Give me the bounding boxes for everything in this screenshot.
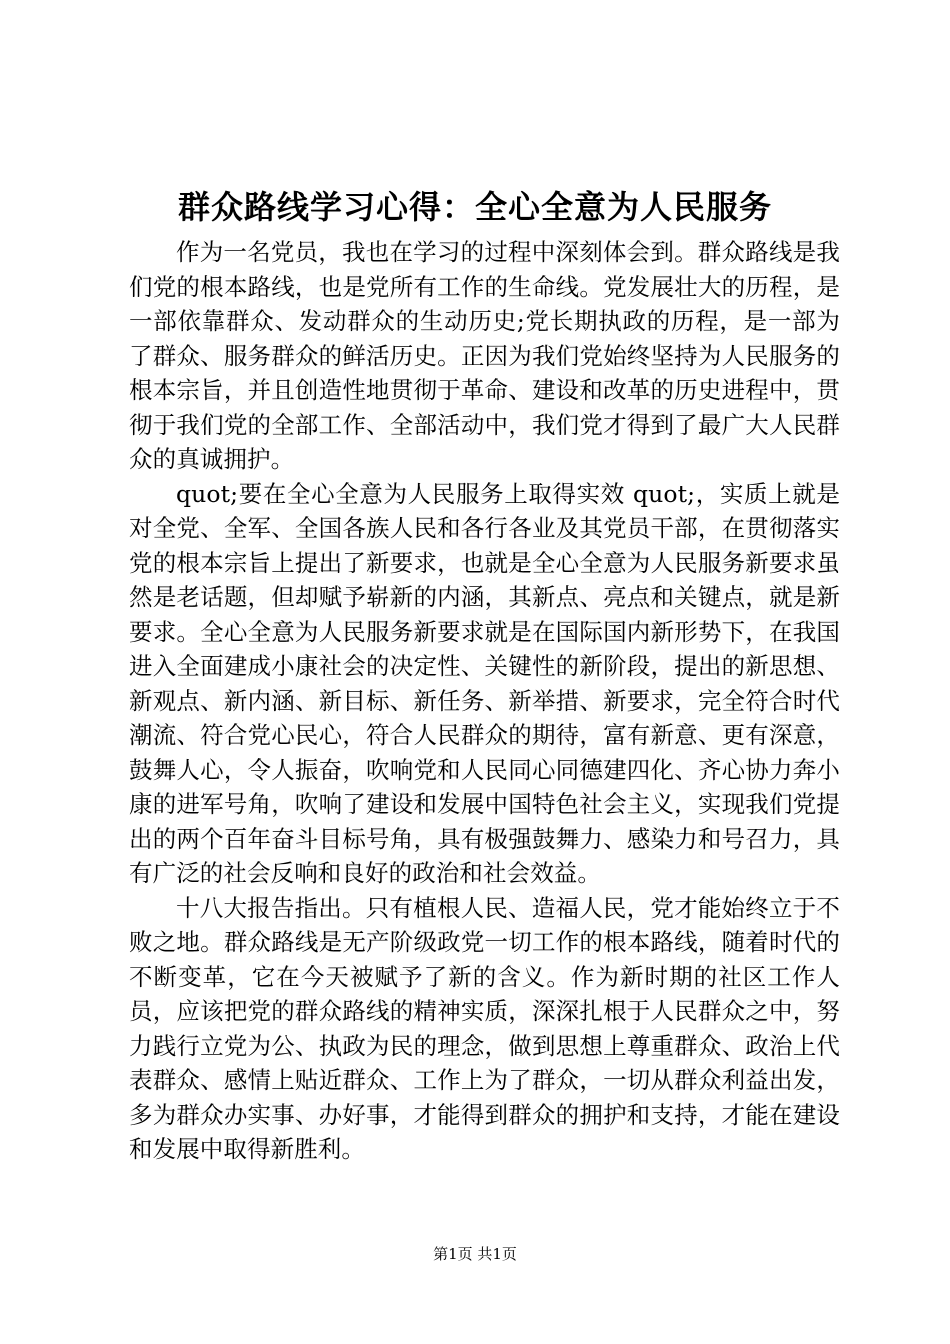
paragraph-1: 作为一名党员，我也在学习的过程中深刻体会到。群众路线是我们党的根本路线，也是党所有工作的生命线。党发展壮大的历程，是一部依靠群众、发动群众的生动历史;党长期执政的历程，是一部为了群众、服务群众的鲜活历史。正因为我们党始终坚持为人民服务的根本宗旨，并且创造性地贯彻于革命、建设和改革的历史进程中，贯彻于我们党的全部工作、全部活动中，我们党才得到了最广大人民群众的真诚拥护。 <box>129 238 840 473</box>
paragraph-3: 十八大报告指出。只有植根人民、造福人民，党才能始终立于不败之地。群众路线是无产阶级政党一切工作的根本路线，随着时代的不断变革，它在今天被赋予了新的含义。作为新时期的社区工作人员，应该把党的群众路线的精神实质，深深扎根于人民群众之中，努力践行立党为公、执政为民的理念，做到思想上尊重群众、政治上代表群众、感情上贴近群众、工作上为了群众，一切从群众利益出发，多为群众办实事、办好事，才能得到群众的拥护和支持，才能在建设和发展中取得新胜利。 <box>129 893 840 1163</box>
paragraph-2: quot;要在全心全意为人民服务上取得实效 quot;，实质上就是对全党、全军、全国各族人民和各行各业及其党员干部，在贯彻落实党的根本宗旨上提出了新要求，也就是全心全意为人民服务新要求虽然是老话题，但却赋予崭新的内涵，其新点、亮点和关键点，就是新要求。全心全意为人民服务新要求就是在国际国内新形势下，在我国进入全面建成小康社会的决定性、关键性的新阶段，提出的新思想、新观点、新内涵、新目标、新任务、新举措、新要求，完全符合时代潮流、符合党心民心，符合人民群众的期待，富有新意、更有深意，鼓舞人心，令人振奋，吹响党和人民同心同德建四化、齐心协力奔小康的进军号角，吹响了建设和发展中国特色社会主义，实现我们党提出的两个百年奋斗目标号角，具有极强鼓舞力、感染力和号召力，具有广泛的社会反响和良好的政治和社会效益。 <box>129 479 840 887</box>
document-title: 群众路线学习心得：全心全意为人民服务 <box>177 188 772 226</box>
page-footer: 第1页 共1页 <box>433 1245 517 1263</box>
document-body <box>129 235 840 1167</box>
